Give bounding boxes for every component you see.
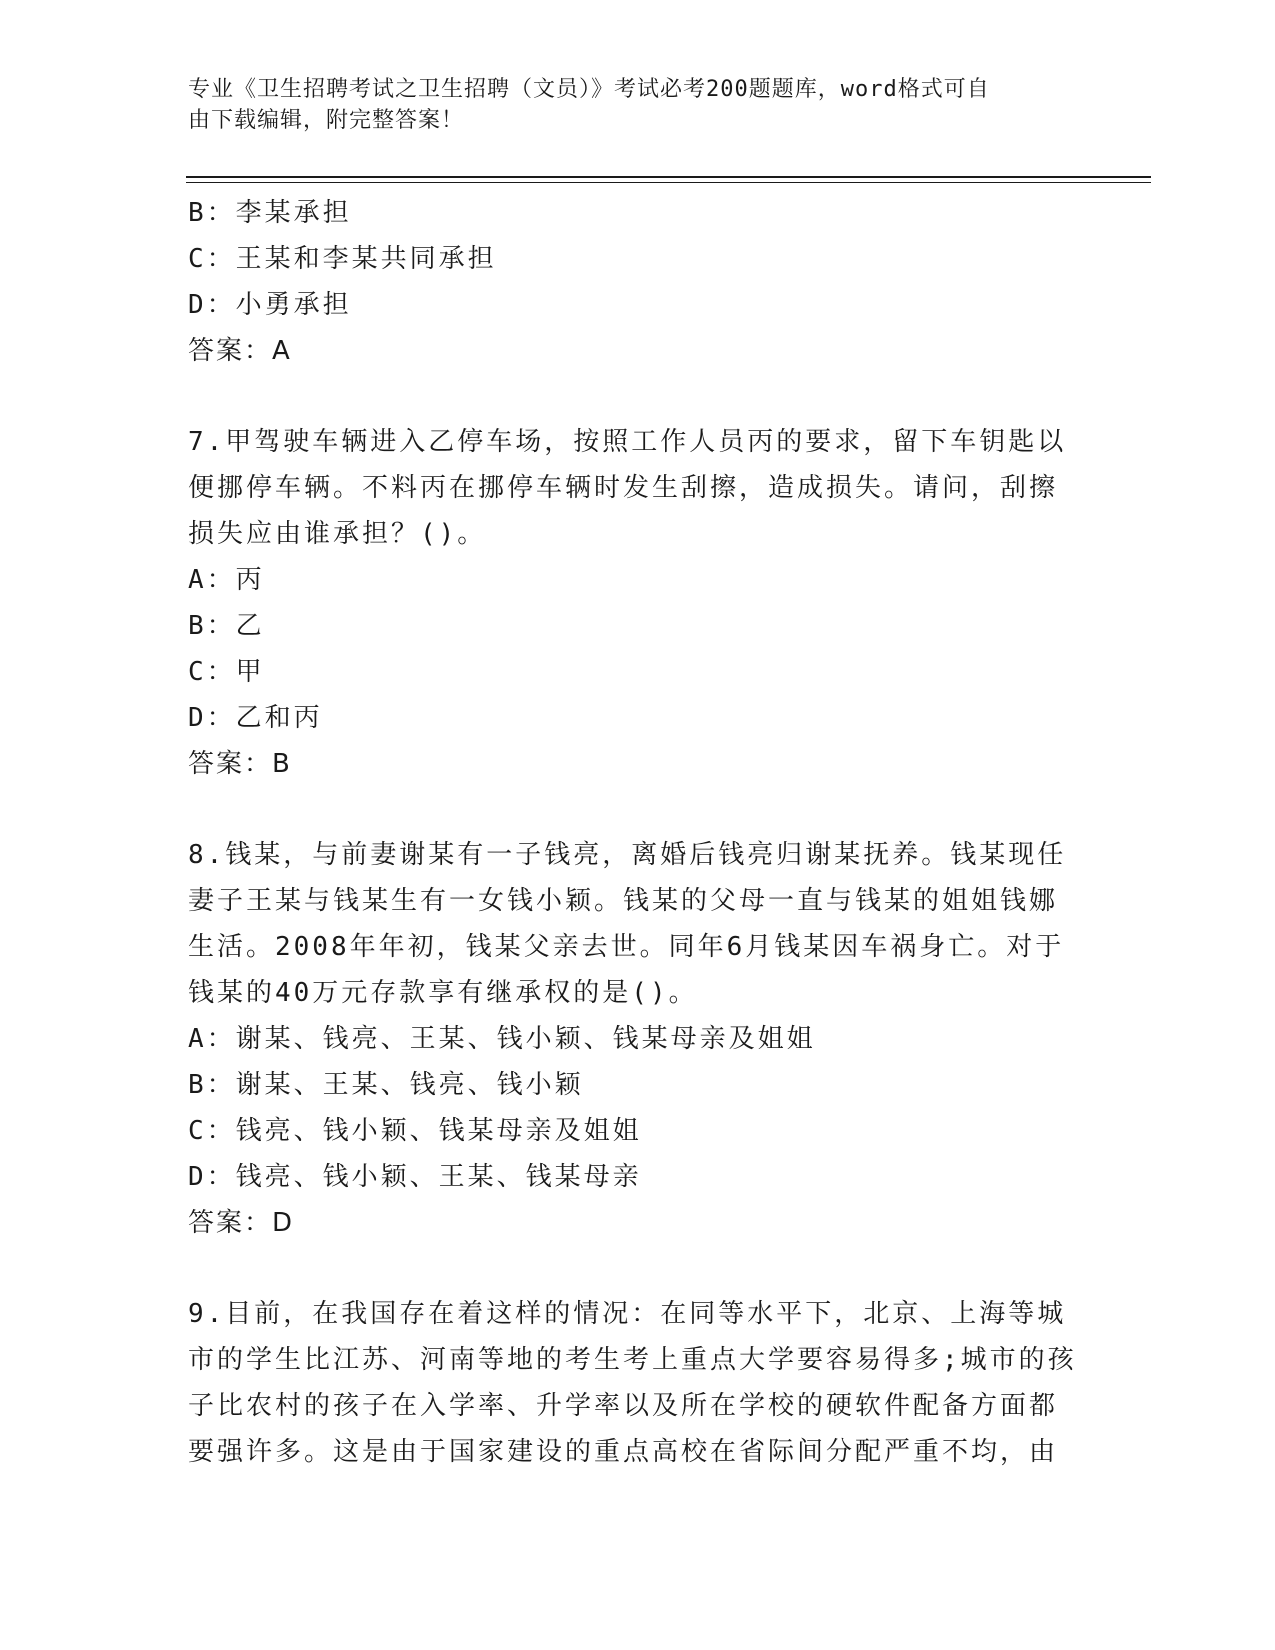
option-c: C：王某和李某共同承担 — [188, 244, 497, 274]
question-8-text-line-4: 钱某的40万元存款享有继承权的是()。 — [188, 978, 698, 1008]
document-header — [188, 74, 1068, 136]
option-a: A：谢某、钱亮、王某、钱小颖、钱某母亲及姐姐 — [188, 1024, 816, 1054]
question-9-text-line-2: 市的学生比江苏、河南等地的考生考上重点大学要容易得多;城市的孩 — [188, 1345, 1077, 1375]
option-d: D：乙和丙 — [188, 703, 323, 733]
spacer — [188, 1246, 1088, 1291]
question-8-text-line-2: 妻子王某与钱某生有一女钱小颖。钱某的父母一直与钱某的姐姐钱娜 — [188, 886, 1059, 916]
question-9-block — [188, 1291, 1088, 1475]
question-7-block — [188, 419, 1088, 787]
option-b: B：李某承担 — [188, 198, 352, 228]
prev-question-block — [188, 190, 1088, 374]
header-divider-thick — [186, 176, 1151, 178]
option-b: B：乙 — [188, 611, 265, 641]
option-c: C：钱亮、钱小颖、钱某母亲及姐姐 — [188, 1116, 642, 1146]
spacer — [188, 787, 1088, 832]
option-d: D：钱亮、钱小颖、王某、钱某母亲 — [188, 1162, 642, 1192]
question-8-text-line-1: 8.钱某，与前妻谢某有一子钱亮，离婚后钱亮归谢某抚养。钱某现任 — [188, 840, 1067, 870]
header-line-2: 由下载编辑，附完整答案！ — [188, 108, 465, 133]
question-9-text-line-1: 9.目前，在我国存在着这样的情况：在同等水平下，北京、上海等城 — [188, 1299, 1067, 1329]
option-a: A：丙 — [188, 565, 265, 595]
answer-line: 答案：A — [188, 336, 292, 366]
question-content — [188, 190, 1088, 1475]
answer-line: 答案：D — [188, 1208, 295, 1238]
question-7-text-line-1: 7.甲驾驶车辆进入乙停车场，按照工作人员丙的要求，留下车钥匙以 — [188, 427, 1067, 457]
question-9-text-line-4: 要强许多。这是由于国家建设的重点高校在省际间分配严重不均，由 — [188, 1437, 1059, 1467]
question-8-block — [188, 832, 1088, 1246]
option-b: B：谢某、王某、钱亮、钱小颖 — [188, 1070, 584, 1100]
header-divider-thin — [186, 182, 1151, 183]
option-c: C：甲 — [188, 657, 265, 687]
question-9-text-line-3: 子比农村的孩子在入学率、升学率以及所在学校的硬软件配备方面都 — [188, 1391, 1059, 1421]
header-line-1: 专业《卫生招聘考试之卫生招聘（文员）》考试必考200题题库，word格式可自 — [188, 77, 990, 102]
answer-line: 答案：B — [188, 749, 292, 779]
option-d: D：小勇承担 — [188, 290, 352, 320]
question-8-text-line-3: 生活。2008年年初，钱某父亲去世。同年6月钱某因车祸身亡。对于 — [188, 932, 1065, 962]
question-7-text-line-2: 便挪停车辆。不料丙在挪停车辆时发生刮擦，造成损失。请问，刮擦 — [188, 473, 1059, 503]
spacer — [188, 374, 1088, 419]
question-7-text-line-3: 损失应由谁承担？()。 — [188, 519, 487, 549]
